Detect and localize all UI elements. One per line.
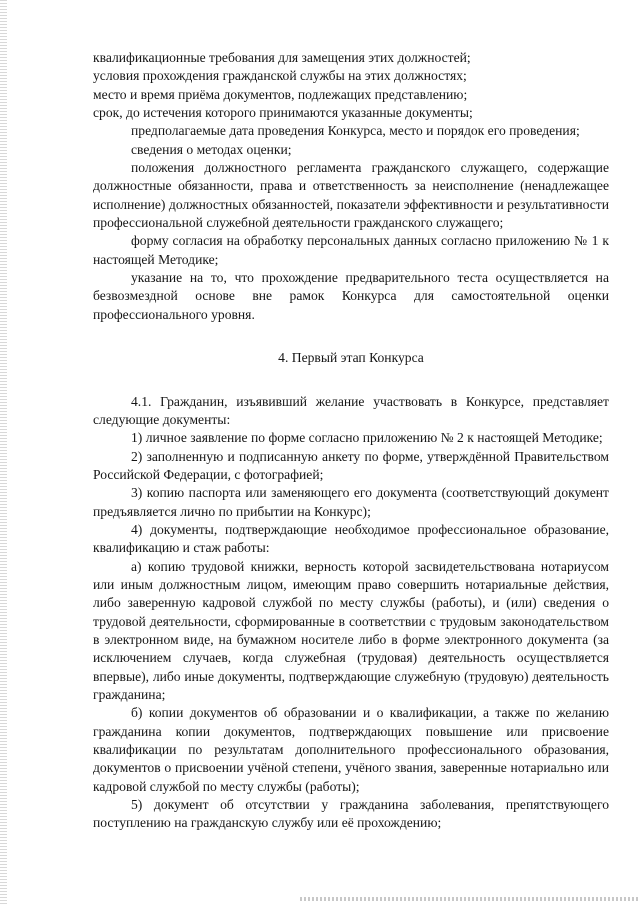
- scan-edge-left: [0, 0, 7, 905]
- intro-item: указание на то, что прохождение предварительного теста осуществляется на безвозмездной основе вне рамок Конкурса для самостоятельной оценки профессионального уровня.: [93, 270, 609, 322]
- section-paragraph: б) копии документов об образовании и о квалификации, а также по желанию гражданина копии документов, подтверждающих повышение или присвоение квалификации по результатам дополнительного профессионального образования, документов о присвоении учёной степени, учёного звания, заверенные нотариально или кадровой службой по месту службы (работы);: [93, 705, 609, 794]
- section-paragraph: 2) заполненную и подписанную анкету по форме, утверждённой Правительством Российской Федерации, с фотографией;: [93, 448, 609, 482]
- intro-item: срок, до истечения которого принимаются указанные документы;: [93, 105, 473, 121]
- section-paragraph: 5) документ об отсутствии у гражданина заболевания, препятствующего поступлению на гражданскую службу или её прохождению;: [93, 797, 609, 831]
- intro-item: положения должностного регламента гражданского служащего, содержащие должностные обязанности, права и ответственность за неисполнение (ненадлежащее исполнение) должностных обязанностей, показатели эффективности и результативности профессиональной служебной деятельности гражданского служащего;: [93, 160, 609, 231]
- intro-item: условия прохождения гражданской службы на этих должностях;: [93, 68, 467, 84]
- section-paragraph: 4.1. Гражданин, изъявивший желание участвовать в Конкурсе, представляет следующие документы:: [93, 393, 609, 427]
- intro-item: предполагаемые дата проведения Конкурса, место и порядок его проведения;: [131, 123, 580, 139]
- section-heading: 4. Первый этап Конкурса: [278, 350, 424, 366]
- section-paragraph: 4) документы, подтверждающие необходимое профессиональное образование, квалификацию и стаж работы:: [93, 521, 609, 556]
- section-paragraph: 1) личное заявление по форме согласно приложению № 2 к настоящей Методике;: [131, 430, 603, 446]
- intro-item: квалификационные требования для замещения этих должностей;: [93, 50, 471, 65]
- scan-edge-bottom: [300, 897, 640, 901]
- document-page: [93, 49, 609, 833]
- section-paragraph: а) копию трудовой книжки, верность которой засвидетельствована нотариусом или иным должностным лицом, имеющим право совершить нотариальные действия, либо заверенную кадровой службой по месту службы (работы), и (или) сведения о трудовой деятельности, сформированные в соответствии с трудовым законодательством в электронном виде, на бумажном носителе либо в форме электронного документа (за исключением случаев, когда служебная (трудовая) деятельность осуществляется впервые), либо иные документы, подтверждающие служебную (трудовую) деятельность гражданина;: [93, 558, 609, 702]
- intro-item: сведения о методах оценки;: [131, 141, 292, 157]
- intro-item: форму согласия на обработку персональных данных согласно приложению № 1 к настоящей Методике;: [93, 233, 609, 267]
- section-paragraph: 3) копию паспорта или заменяющего его документа (соответствующий документ предъявляется лично по прибытии на Конкурс);: [93, 485, 609, 519]
- intro-item: место и время приёма документов, подлежащих представлению;: [93, 86, 468, 102]
